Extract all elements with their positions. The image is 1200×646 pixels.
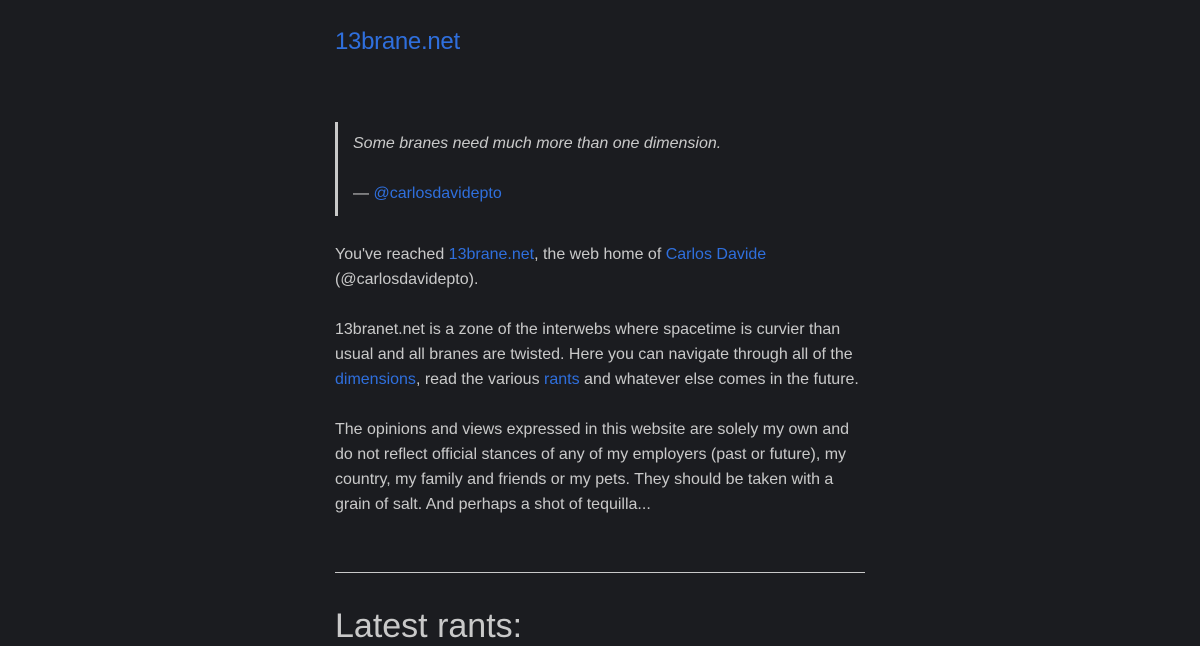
quote-dash: — [353,185,374,202]
about-text-3: and whatever else comes in the future. [579,371,859,388]
rants-link[interactable]: rants [544,371,580,388]
site-title-link[interactable]: 13brane.net [335,28,460,55]
intro-author-link[interactable]: Carlos Davide [665,246,767,263]
intro-paragraph [335,242,865,292]
about-paragraph [335,317,865,392]
about-text-1: 13branet.net is a zone of the interwebs where spacetime is curvier than usual and all branes are twisted. Here you can navigate through all of the [335,321,853,363]
disclaimer-paragraph: The opinions and views expressed in this website are solely my own and do not reflect official stances of any of my employers (past or future), my country, my family and friends or my pets. They should be taken with a grain of salt. And perhaps a shot of tequilla... [335,421,850,513]
intro-text-2: , the web home of [534,246,666,263]
epigraph-quote [335,122,855,216]
intro-text-3: (@carlosdavidepto). [335,271,479,288]
dimensions-link[interactable]: dimensions [335,371,416,388]
about-text-2: , read the various [415,371,545,388]
intro-text-1: You've reached [335,246,449,263]
intro-site-link[interactable]: 13brane.net [448,246,535,263]
quote-attribution [353,183,502,205]
quote-text: Some branes need much more than one dimension. [353,135,722,152]
quote-author-link[interactable]: @carlosdavidepto [373,185,502,202]
section-divider [335,572,865,573]
latest-rants-heading: Latest rants: [335,607,523,645]
